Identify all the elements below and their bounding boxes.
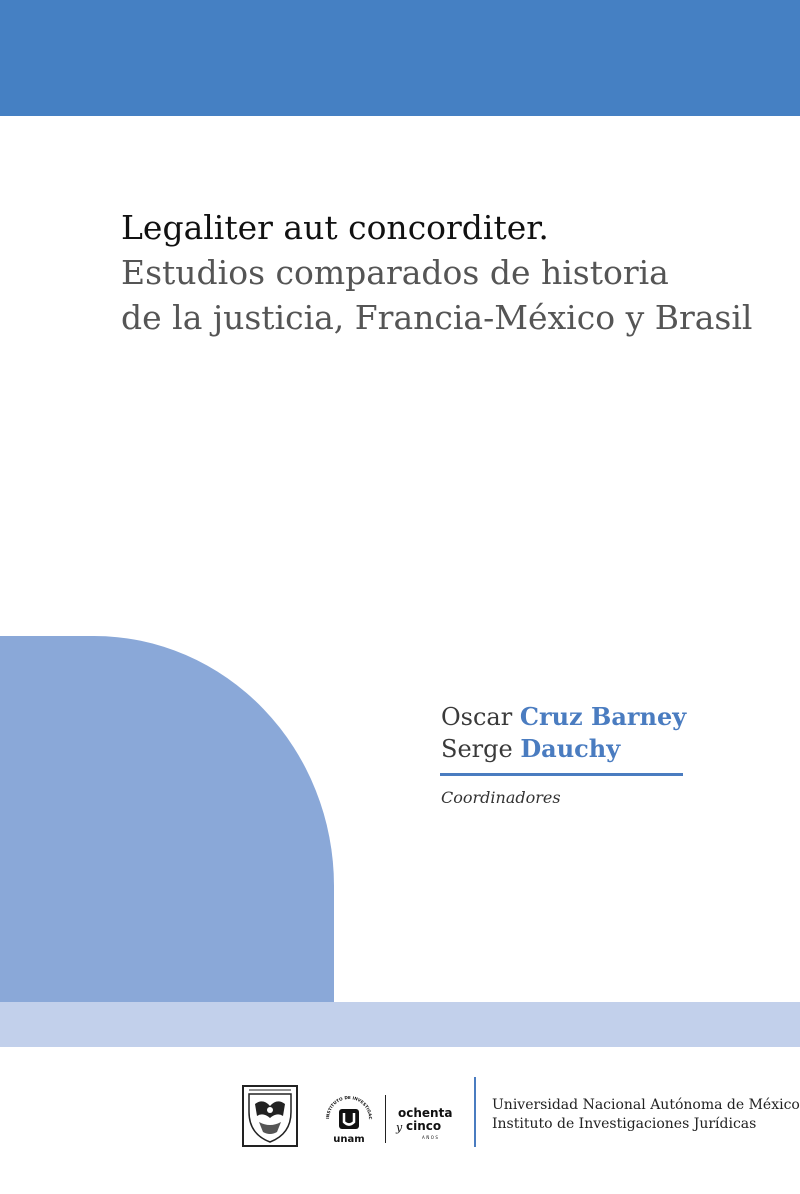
anniversary-line-2: cinco bbox=[406, 1119, 442, 1133]
authors-underline bbox=[440, 773, 683, 776]
iij-ring-text: INSTITUTO DE INVESTIGAC bbox=[324, 1094, 374, 1120]
iij-unam-logo bbox=[321, 1089, 377, 1149]
top-color-band bbox=[0, 0, 800, 116]
book-subtitle-line-1: Estudios comparados de historia bbox=[121, 253, 669, 292]
institution-divider bbox=[474, 1077, 476, 1147]
book-subtitle-line-2: de la justicia, Francia-México y Brasil bbox=[121, 298, 753, 337]
bottom-color-band bbox=[0, 1002, 800, 1047]
institution-name: Universidad Nacional Autónoma de México bbox=[492, 1097, 800, 1113]
svg-text:y: y bbox=[396, 1121, 403, 1134]
author-2-surname: Dauchy bbox=[520, 734, 621, 763]
logo-divider bbox=[385, 1095, 386, 1143]
book-title-block bbox=[121, 205, 781, 340]
decorative-arch bbox=[0, 636, 334, 1002]
authors-block bbox=[441, 701, 781, 765]
institute-name: Instituto de Investigaciones Jurídicas bbox=[492, 1116, 757, 1132]
anniversary-line-1: ochenta bbox=[398, 1106, 453, 1120]
book-title: Legaliter aut concorditer. bbox=[121, 208, 549, 247]
anniversary-years: AÑOS bbox=[422, 1135, 440, 1140]
author-1-given-name: Oscar bbox=[441, 703, 513, 731]
ochenta-y-cinco-logo bbox=[392, 1103, 462, 1143]
author-1-surname: Cruz Barney bbox=[519, 702, 687, 731]
author-2-given-name: Serge bbox=[441, 735, 513, 763]
coordinators-label: Coordinadores bbox=[441, 788, 561, 807]
institution-block bbox=[492, 1096, 800, 1134]
unam-seal-logo bbox=[241, 1084, 299, 1148]
iij-unam-wordmark: unam bbox=[333, 1134, 365, 1145]
author-1 bbox=[441, 701, 781, 733]
author-2 bbox=[441, 733, 781, 765]
publisher-logos bbox=[0, 1065, 800, 1165]
